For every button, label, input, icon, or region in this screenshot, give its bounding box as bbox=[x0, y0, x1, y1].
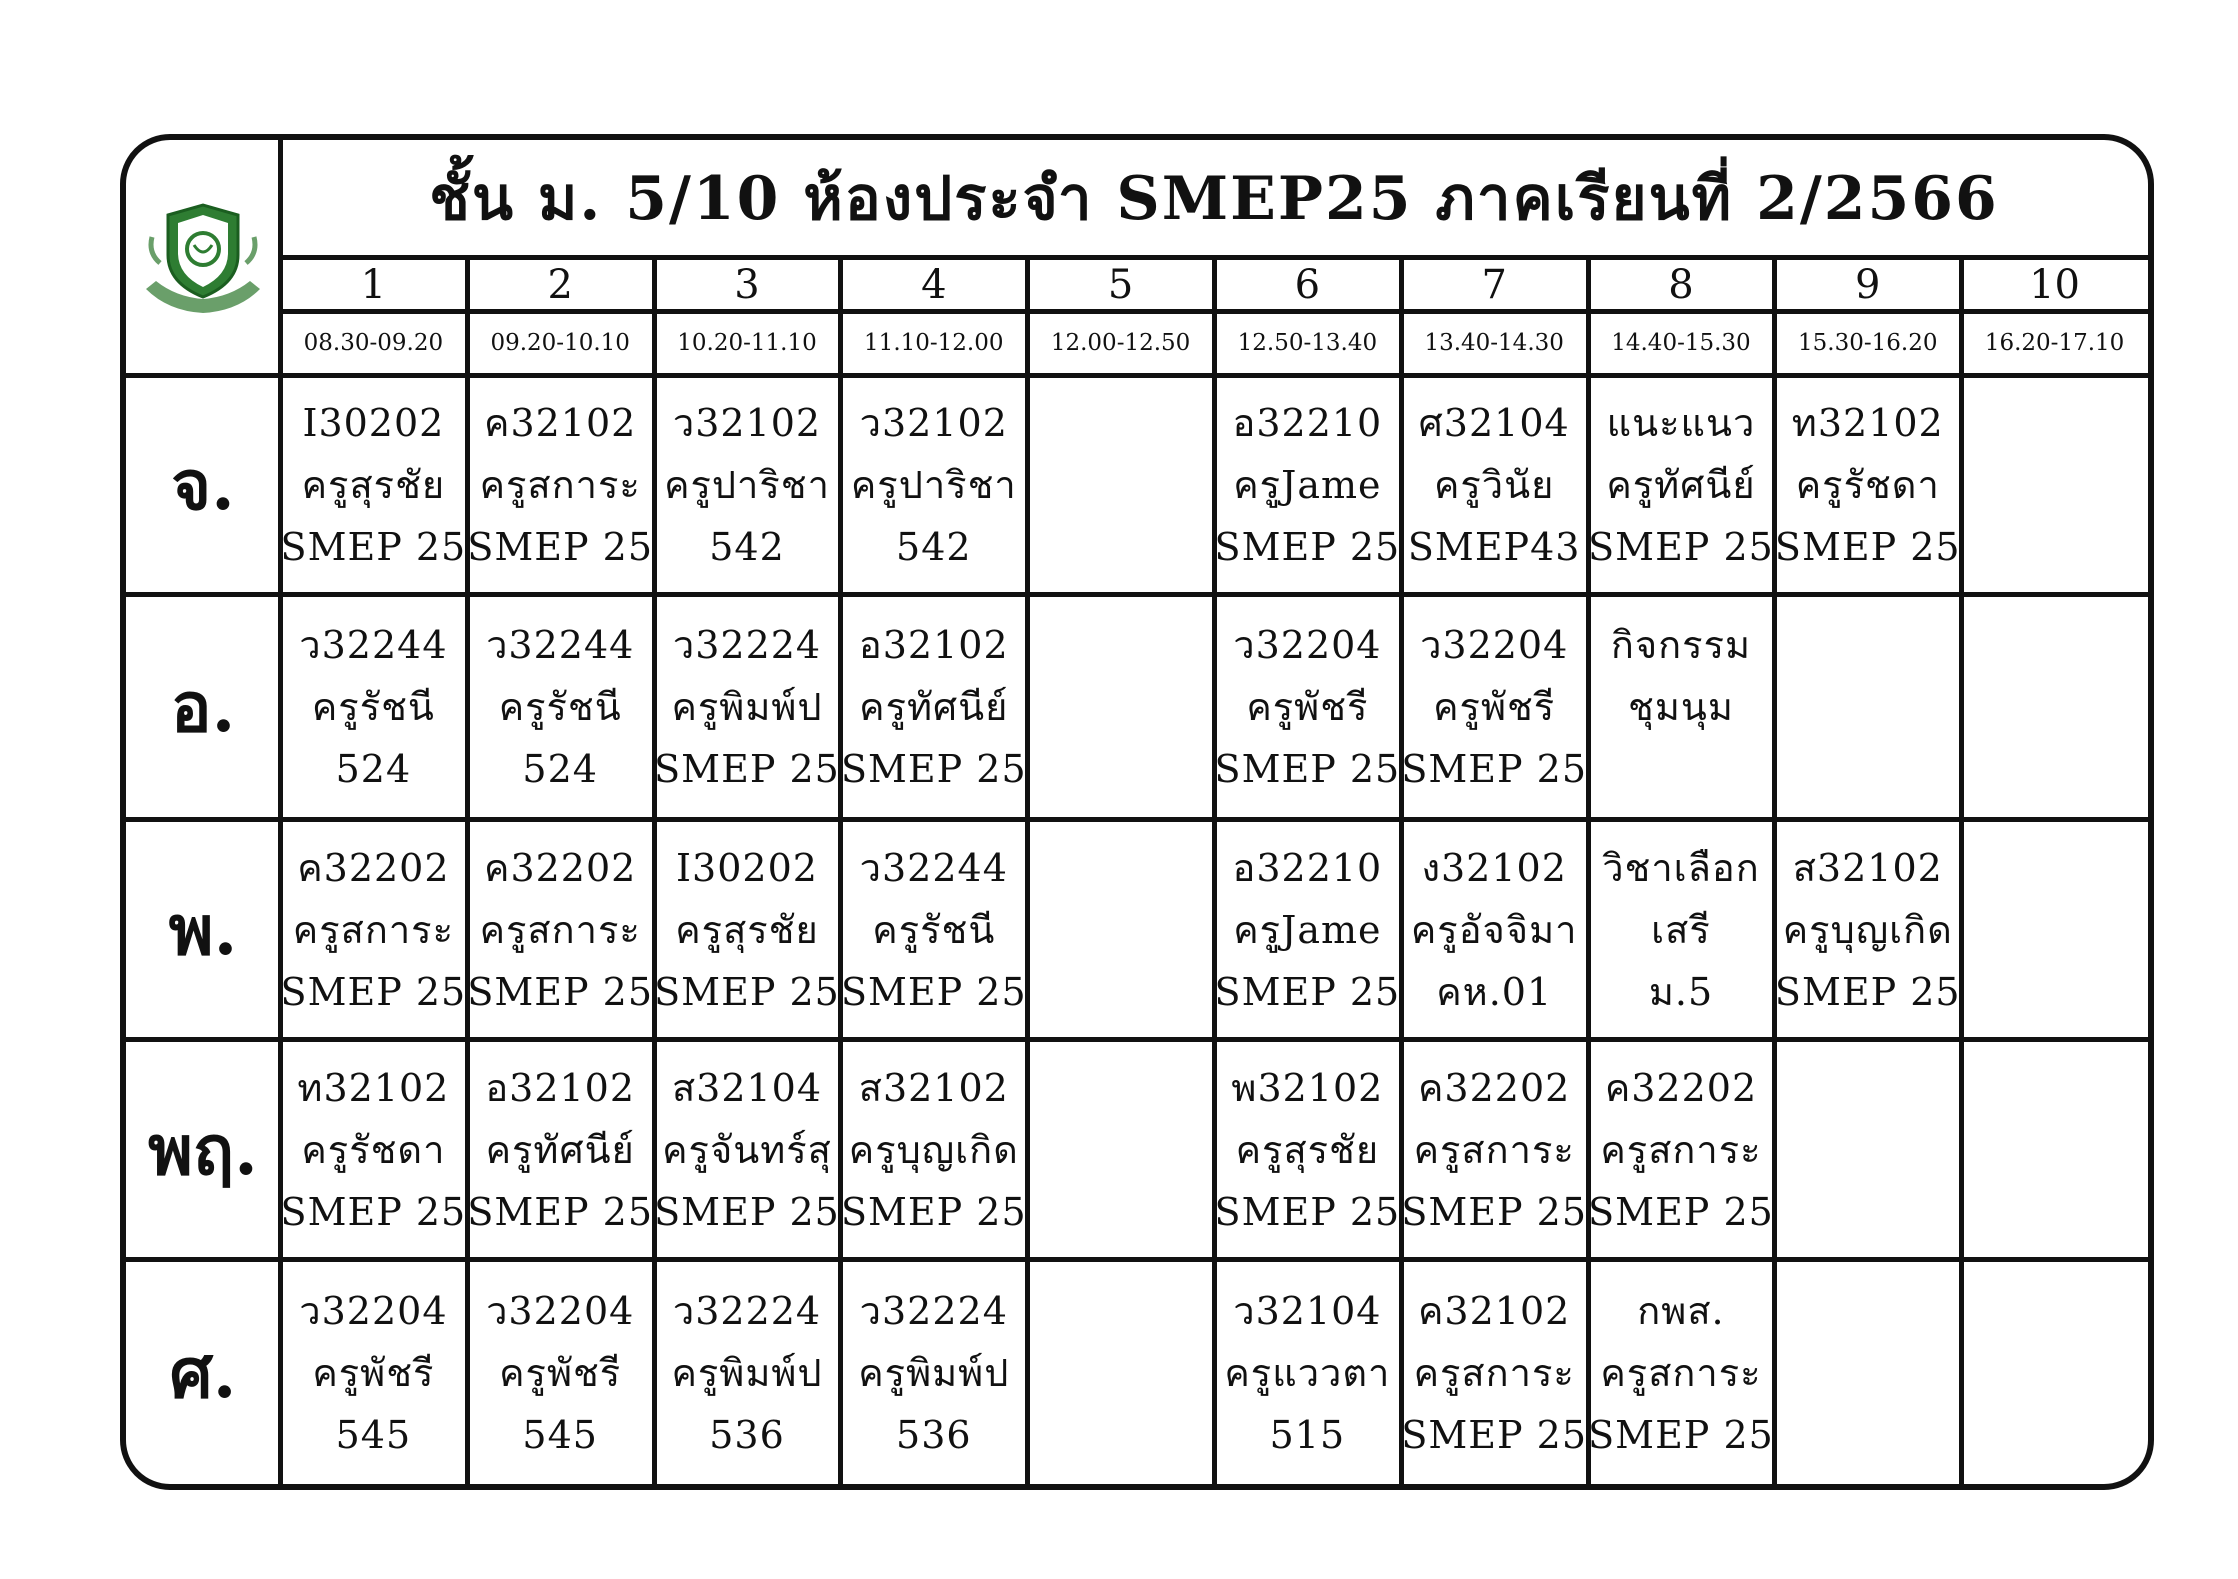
room-name: SMEP43 bbox=[1407, 525, 1581, 569]
room-name: SMEP 25 bbox=[840, 747, 1027, 791]
timetable-slot bbox=[1961, 1262, 2148, 1484]
subject-code: ว32104 bbox=[1233, 1289, 1382, 1333]
subject-code: ว32204 bbox=[1420, 623, 1569, 667]
period-number: 2 bbox=[547, 262, 573, 308]
teacher-name bbox=[1114, 1119, 1127, 1181]
teacher-name: ครูพัชรี bbox=[499, 1351, 622, 1395]
room-name: 536 bbox=[709, 1413, 785, 1457]
subject-code: ว32224 bbox=[672, 623, 822, 667]
subject-code: ค32202 bbox=[1418, 1065, 1571, 1110]
teacher-name: ครูบุญเกิด bbox=[1782, 907, 1953, 952]
teacher-name: ครูสการะ bbox=[1600, 1351, 1762, 1395]
teacher-name: ครูJame bbox=[1233, 907, 1382, 952]
teacher-name: ครูรัชดา bbox=[1795, 463, 1940, 507]
room-name bbox=[1114, 1404, 1127, 1466]
subject-code: ท32102 bbox=[1791, 401, 1944, 445]
teacher-name: ครูพิมพ์ป bbox=[858, 1351, 1010, 1395]
room-name: SMEP 25 bbox=[1214, 969, 1401, 1014]
period-time: 14.40-15.30 bbox=[1611, 330, 1751, 356]
subject-code: ว32102 bbox=[672, 401, 822, 445]
room-name: SMEP 25 bbox=[467, 525, 654, 569]
teacher-name: ครูแววตา bbox=[1224, 1351, 1391, 1395]
room-name bbox=[2048, 738, 2061, 800]
period-time: 11.10-12.00 bbox=[864, 330, 1004, 356]
timetable-slot bbox=[1961, 822, 2148, 1037]
period-time: 12.50-13.40 bbox=[1237, 330, 1378, 356]
subject-code: ว32102 bbox=[859, 401, 1008, 445]
day-label: พ. bbox=[168, 890, 238, 971]
subject-code: ว32224 bbox=[672, 1289, 822, 1333]
teacher-name bbox=[1861, 1119, 1874, 1181]
room-name: SMEP 25 bbox=[654, 1189, 840, 1234]
room-name: SMEP 25 bbox=[280, 1189, 467, 1234]
room-name: SMEP 25 bbox=[1214, 1189, 1401, 1234]
room-name bbox=[1114, 738, 1127, 800]
timetable-slot bbox=[1214, 378, 1401, 592]
room-name: 536 bbox=[896, 1413, 972, 1457]
timetable-slot bbox=[1961, 597, 2148, 817]
subject-code bbox=[1861, 1280, 1874, 1342]
subject-code: วิชาเลือก bbox=[1602, 845, 1760, 890]
room-name: 542 bbox=[709, 525, 785, 569]
teacher-name: ครูสุรชัย bbox=[301, 463, 446, 507]
teacher-name: ครูพิมพ์ป bbox=[671, 685, 823, 729]
room-name: SMEP 25 bbox=[840, 1189, 1027, 1234]
teacher-name: ครูพิมพ์ป bbox=[671, 1351, 823, 1395]
subject-code: ง32102 bbox=[1421, 845, 1567, 890]
timetable-slot bbox=[840, 1042, 1027, 1257]
timetable-slot bbox=[1027, 1042, 1214, 1257]
room-name: SMEP 25 bbox=[280, 525, 467, 569]
timetable-slot bbox=[654, 378, 841, 592]
teacher-name: ครูทัศนีย์ bbox=[1606, 463, 1756, 507]
room-name: SMEP 25 bbox=[1401, 1189, 1588, 1234]
subject-code: อ32102 bbox=[485, 1065, 636, 1110]
teacher-name bbox=[1861, 1342, 1874, 1404]
timetable-slot bbox=[1401, 822, 1588, 1037]
timetable-slot bbox=[1214, 597, 1401, 817]
room-name bbox=[1114, 961, 1127, 1023]
room-name: คห.01 bbox=[1436, 969, 1553, 1014]
teacher-name: ครูสการะ bbox=[1413, 1351, 1575, 1395]
room-name: SMEP 25 bbox=[1588, 525, 1774, 569]
teacher-name bbox=[2048, 676, 2061, 738]
subject-code: ค32202 bbox=[297, 845, 450, 890]
teacher-name: ครูจันทร์สุ bbox=[662, 1127, 832, 1172]
subject-code: ว32224 bbox=[859, 1289, 1008, 1333]
teacher-name: ครูทัศนีย์ bbox=[859, 685, 1009, 729]
timetable-slot bbox=[1214, 1262, 1401, 1484]
subject-code: ค32102 bbox=[484, 401, 637, 445]
room-name bbox=[1674, 738, 1687, 800]
timetable-slot bbox=[467, 1262, 654, 1484]
timetable-slot bbox=[654, 822, 841, 1037]
day-row bbox=[126, 378, 2148, 592]
teacher-name bbox=[2048, 454, 2061, 516]
room-name: SMEP 25 bbox=[840, 969, 1027, 1014]
subject-code bbox=[1114, 1280, 1127, 1342]
subject-code: ศ32104 bbox=[1418, 401, 1570, 445]
room-name: SMEP 25 bbox=[1214, 747, 1401, 791]
timetable-slot bbox=[654, 1042, 841, 1257]
timetable-slot bbox=[467, 378, 654, 592]
teacher-name: ครูพัชรี bbox=[1433, 685, 1556, 729]
room-name bbox=[2048, 516, 2061, 578]
subject-code: กิจกรรม bbox=[1610, 623, 1752, 667]
timetable-slot bbox=[467, 1042, 654, 1257]
timetable-slot bbox=[1774, 1262, 1961, 1484]
subject-code bbox=[2048, 614, 2061, 676]
room-name: SMEP 25 bbox=[1588, 1413, 1774, 1457]
period-number: 10 bbox=[2029, 262, 2081, 308]
room-name: SMEP 25 bbox=[467, 969, 654, 1014]
teacher-name: ครูวินัย bbox=[1433, 463, 1555, 507]
timetable-slot bbox=[1774, 378, 1961, 592]
period-number: 8 bbox=[1668, 262, 1694, 308]
subject-code: แนะแนว bbox=[1606, 401, 1756, 445]
teacher-name: ครูปาริชา bbox=[664, 463, 830, 507]
room-name: SMEP 25 bbox=[1401, 1413, 1588, 1457]
day-label: พฤ. bbox=[148, 1110, 258, 1191]
timetable-slot bbox=[1214, 1042, 1401, 1257]
day-row bbox=[126, 1042, 2148, 1257]
teacher-name: ครูสุรชัย bbox=[1235, 1127, 1380, 1172]
subject-code bbox=[2048, 1280, 2061, 1342]
teacher-name bbox=[1114, 899, 1127, 961]
teacher-name: ครูอัจจิมา bbox=[1410, 907, 1578, 952]
period-time-row bbox=[280, 313, 2148, 373]
period-number-row bbox=[280, 259, 2148, 311]
timetable-slot bbox=[1588, 378, 1775, 592]
teacher-name bbox=[2048, 899, 2061, 961]
teacher-name: ครูทัศนีย์ bbox=[485, 1127, 635, 1172]
room-name: 515 bbox=[1269, 1413, 1346, 1457]
day-row bbox=[126, 1262, 2148, 1484]
subject-code: ส32104 bbox=[671, 1065, 823, 1110]
subject-code: ว32244 bbox=[299, 623, 448, 667]
room-name: SMEP 25 bbox=[1774, 969, 1961, 1014]
timetable-slot bbox=[1588, 1042, 1775, 1257]
day-label: อ. bbox=[170, 668, 236, 748]
subject-code bbox=[1861, 1057, 1874, 1119]
timetable-slot bbox=[280, 597, 467, 817]
subject-code: อ32210 bbox=[1232, 401, 1383, 445]
room-name bbox=[2048, 1181, 2061, 1243]
room-name: SMEP 25 bbox=[1401, 747, 1588, 791]
teacher-name: ครูบุญเกิด bbox=[848, 1127, 1019, 1172]
timetable-slot bbox=[1774, 1042, 1961, 1257]
school-emblem-icon bbox=[138, 193, 268, 323]
subject-code bbox=[2048, 392, 2061, 454]
room-name: SMEP 25 bbox=[1588, 1189, 1774, 1234]
room-name: SMEP 25 bbox=[654, 969, 840, 1014]
timetable-slot bbox=[1401, 597, 1588, 817]
timetable-frame bbox=[120, 134, 2154, 1490]
subject-code: อ32210 bbox=[1232, 845, 1383, 890]
room-name: 542 bbox=[896, 525, 972, 569]
subject-code: ว32204 bbox=[486, 1289, 635, 1333]
teacher-name: ครูสการะ bbox=[1600, 1127, 1762, 1172]
period-time: 15.30-16.20 bbox=[1798, 330, 1938, 356]
timetable-slot bbox=[1588, 822, 1775, 1037]
timetable-slot bbox=[654, 1262, 841, 1484]
timetable-slot bbox=[1214, 822, 1401, 1037]
subject-code: ส32102 bbox=[858, 1065, 1009, 1110]
room-name: 524 bbox=[522, 747, 598, 791]
teacher-name: ครูพัชรี bbox=[312, 1351, 435, 1395]
subject-code bbox=[1114, 392, 1127, 454]
room-name: SMEP 25 bbox=[280, 969, 467, 1014]
period-time: 10.20-11.10 bbox=[677, 330, 817, 356]
timetable-slot bbox=[840, 1262, 1027, 1484]
timetable-slot bbox=[1961, 1042, 2148, 1257]
subject-code: ว32244 bbox=[486, 623, 635, 667]
period-time: 13.40-14.30 bbox=[1424, 330, 1564, 356]
teacher-name: ครูสการะ bbox=[479, 907, 641, 952]
day-row bbox=[126, 822, 2148, 1037]
teacher-name bbox=[1861, 676, 1874, 738]
teacher-name bbox=[1114, 1342, 1127, 1404]
subject-code: ว32204 bbox=[1233, 623, 1382, 667]
room-name bbox=[2048, 961, 2061, 1023]
day-row bbox=[126, 597, 2148, 817]
timetable-slot bbox=[280, 1042, 467, 1257]
teacher-name bbox=[2048, 1119, 2061, 1181]
period-number: 1 bbox=[360, 262, 387, 308]
subject-code: ว32204 bbox=[299, 1289, 448, 1333]
timetable-slot bbox=[1027, 822, 1214, 1037]
room-name: ม.5 bbox=[1648, 969, 1714, 1014]
subject-code: พ32102 bbox=[1231, 1065, 1384, 1110]
page-title: ชั้น ม. 5/10 ห้องประจำ SMEP25 ภาคเรียนที่ 2/2566 bbox=[429, 164, 1999, 234]
teacher-name: เสรี bbox=[1651, 907, 1711, 952]
timetable-slot bbox=[1401, 1262, 1588, 1484]
timetable-slot bbox=[840, 597, 1027, 817]
timetable-slot bbox=[467, 597, 654, 817]
subject-code bbox=[1861, 614, 1874, 676]
subject-code bbox=[2048, 837, 2061, 899]
period-time: 08.30-09.20 bbox=[303, 330, 444, 356]
room-name: SMEP 25 bbox=[467, 1189, 654, 1234]
day-label: จ. bbox=[171, 446, 235, 526]
room-name bbox=[1861, 1181, 1874, 1243]
teacher-name: ครูสุรชัย bbox=[675, 907, 819, 952]
room-name: 545 bbox=[522, 1413, 598, 1457]
timetable-slot bbox=[1027, 597, 1214, 817]
room-name bbox=[1861, 738, 1874, 800]
subject-code: อ32102 bbox=[858, 623, 1009, 667]
room-name: SMEP 25 bbox=[1214, 525, 1401, 569]
timetable-slot bbox=[280, 378, 467, 592]
teacher-name: ครูพัชรี bbox=[1246, 685, 1369, 729]
teacher-name: ครูรัชดา bbox=[301, 1127, 446, 1172]
period-number: 9 bbox=[1855, 262, 1881, 308]
subject-code bbox=[1114, 1057, 1127, 1119]
timetable-slot bbox=[1401, 378, 1588, 592]
teacher-name: ครูสการะ bbox=[292, 907, 454, 952]
timetable-slot bbox=[467, 822, 654, 1037]
period-time: 16.20-17.10 bbox=[1984, 330, 2125, 356]
subject-code: ค32102 bbox=[1418, 1289, 1571, 1333]
period-number: 5 bbox=[1107, 262, 1134, 308]
subject-code: I30202 bbox=[302, 401, 445, 445]
period-number: 7 bbox=[1481, 262, 1507, 308]
subject-code: กพส. bbox=[1637, 1289, 1725, 1333]
timetable-slot bbox=[1774, 597, 1961, 817]
teacher-name: ครูปาริชา bbox=[850, 463, 1017, 507]
period-time: 12.00-12.50 bbox=[1050, 330, 1191, 356]
timetable-slot bbox=[1027, 1262, 1214, 1484]
period-time: 09.20-10.10 bbox=[490, 330, 630, 356]
teacher-name: ชุมนุม bbox=[1628, 685, 1734, 729]
subject-code: ส32102 bbox=[1792, 845, 1943, 890]
subject-code bbox=[1114, 837, 1127, 899]
timetable-slot bbox=[1774, 822, 1961, 1037]
teacher-name: ครูสการะ bbox=[1413, 1127, 1575, 1172]
subject-code: ท32102 bbox=[297, 1065, 450, 1110]
subject-code: ค32202 bbox=[1604, 1065, 1758, 1110]
timetable-slot bbox=[280, 1262, 467, 1484]
room-name bbox=[2048, 1404, 2061, 1466]
timetable-slot bbox=[840, 822, 1027, 1037]
teacher-name: ครูรัชนี bbox=[498, 685, 622, 729]
room-name: SMEP 25 bbox=[1774, 525, 1961, 569]
subject-code bbox=[2048, 1057, 2061, 1119]
room-name: SMEP 25 bbox=[654, 747, 840, 791]
timetable-slot bbox=[280, 822, 467, 1037]
school-logo-cell bbox=[126, 140, 280, 376]
room-name: 524 bbox=[335, 747, 412, 791]
timetable-slot bbox=[840, 378, 1027, 592]
timetable-slot bbox=[1027, 378, 1214, 592]
teacher-name bbox=[1114, 676, 1127, 738]
subject-code: ค32202 bbox=[484, 845, 637, 890]
teacher-name: ครูรัชนี bbox=[872, 907, 996, 952]
subject-code bbox=[1114, 614, 1127, 676]
day-label: ศ. bbox=[169, 1334, 237, 1414]
period-number: 6 bbox=[1294, 262, 1321, 308]
period-number: 3 bbox=[734, 262, 760, 308]
room-name bbox=[1114, 516, 1127, 578]
timetable-slot bbox=[1588, 597, 1775, 817]
subject-code: ว32244 bbox=[859, 845, 1008, 890]
subject-code: I30202 bbox=[676, 845, 818, 890]
teacher-name bbox=[2048, 1342, 2061, 1404]
timetable-slot bbox=[654, 597, 841, 817]
timetable-slot bbox=[1961, 378, 2148, 592]
teacher-name: ครูรัชนี bbox=[311, 685, 435, 729]
room-name bbox=[1114, 1181, 1127, 1243]
room-name: 545 bbox=[335, 1413, 412, 1457]
teacher-name bbox=[1114, 454, 1127, 516]
room-name bbox=[1861, 1404, 1874, 1466]
timetable-slot bbox=[1588, 1262, 1775, 1484]
teacher-name: ครูสการะ bbox=[479, 463, 641, 507]
timetable-slot bbox=[1401, 1042, 1588, 1257]
teacher-name: ครูJame bbox=[1233, 463, 1382, 507]
period-number: 4 bbox=[921, 262, 947, 308]
